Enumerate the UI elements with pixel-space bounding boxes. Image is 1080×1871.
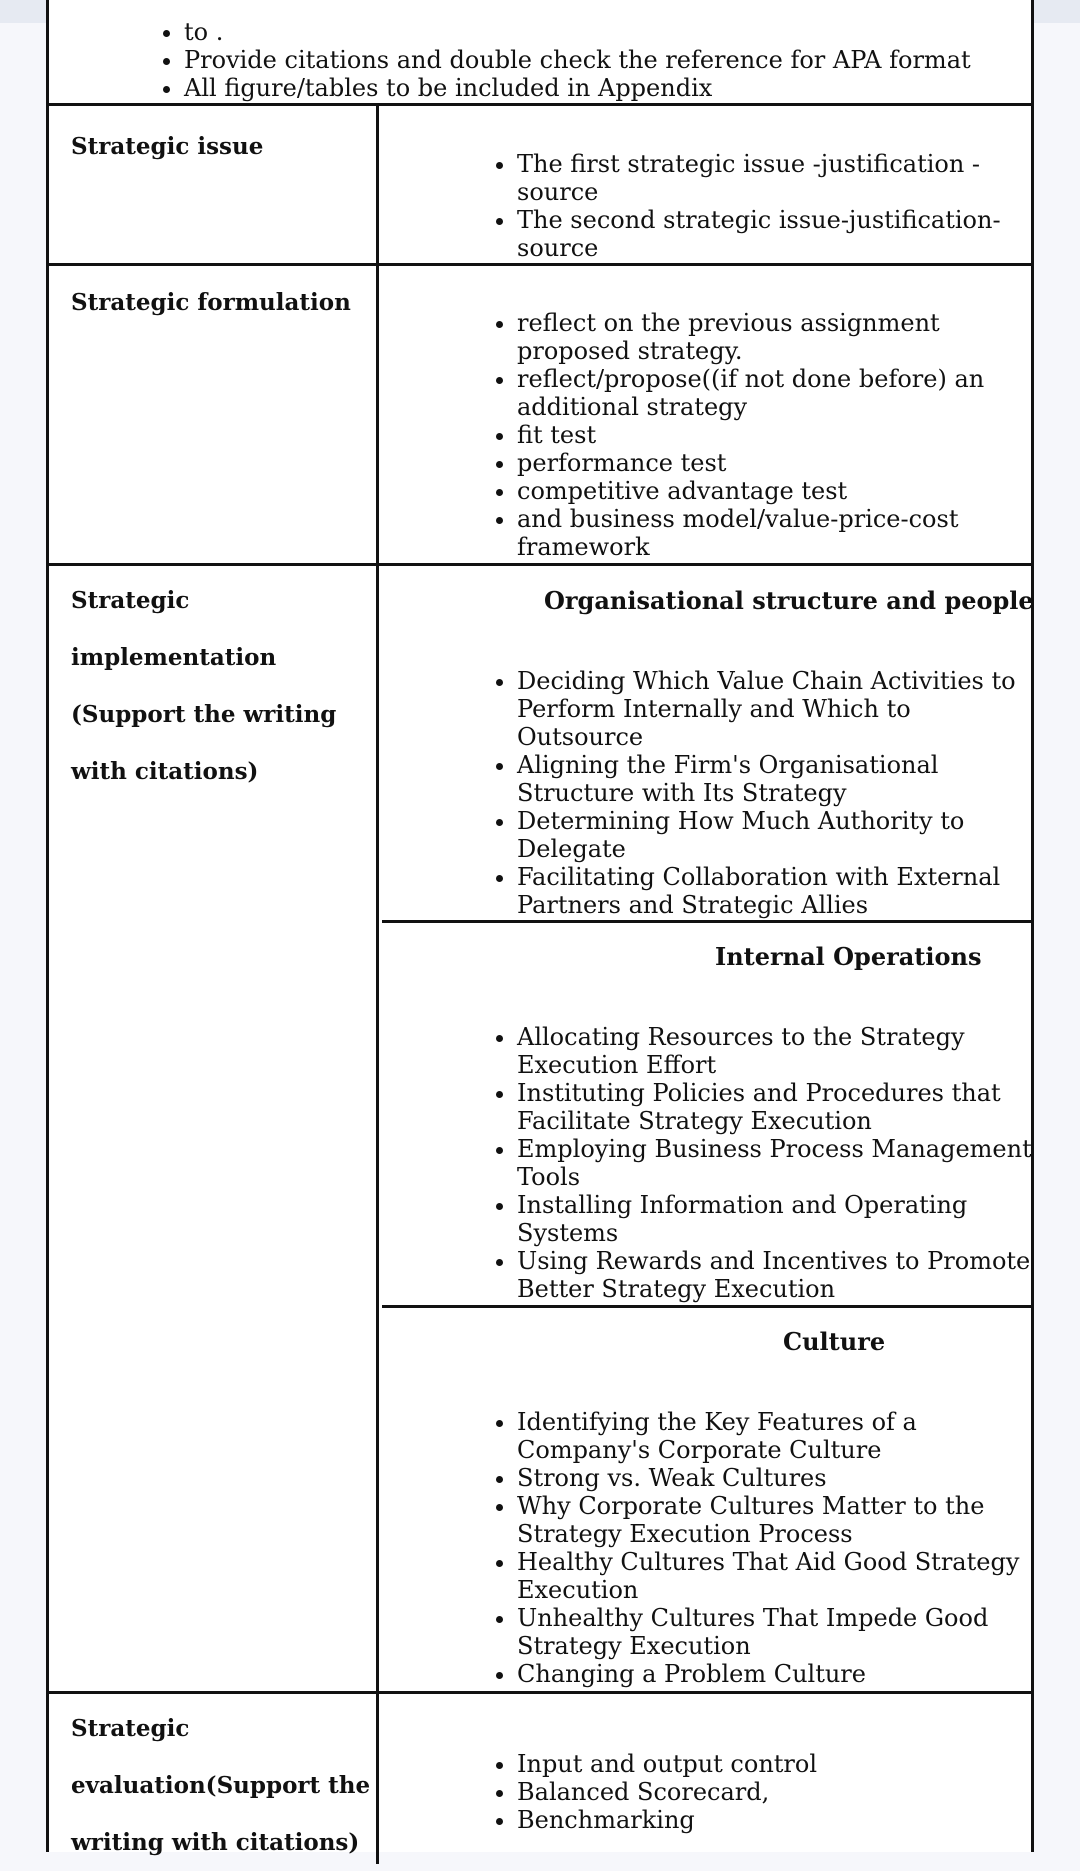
- list-item: • Benchmarking: [517, 1806, 1037, 1834]
- list-item: • Aligning the Firm's Organisational Structure with Its Strategy: [517, 751, 1037, 807]
- strategic-evaluation-label-cell: [49, 1694, 379, 1864]
- list-item: • All figure/tables to be included in Appendix: [184, 74, 1004, 102]
- strategic-formulation-list: [517, 309, 1037, 561]
- org-structure-section: [382, 566, 1034, 923]
- org-structure-list: [517, 667, 1037, 919]
- culture-heading: Culture: [783, 1327, 886, 1356]
- culture-section: [382, 1308, 1031, 1691]
- internal-operations-section: [382, 923, 1031, 1308]
- org-structure-heading: Organisational structure and people: [544, 586, 1034, 615]
- list-item: • Using Rewards and Incentives to Promote Better Strategy Execution: [517, 1247, 1037, 1303]
- strategic-evaluation-label: [71, 1700, 371, 1871]
- list-item: • fit test: [517, 421, 1037, 449]
- strategic-issue-label-cell: [49, 106, 379, 263]
- intro-list: [184, 18, 1004, 102]
- strategic-issue-label: Strategic issue: [71, 133, 264, 160]
- list-item: • Healthy Cultures That Aid Good Strategy Execution: [517, 1548, 1037, 1604]
- label-line: with citations): [71, 758, 259, 785]
- label-line: evaluation(Support the: [71, 1772, 371, 1799]
- list-item: • Determining How Much Authority to Delegate: [517, 807, 1037, 863]
- label-line: (Support the writing: [71, 701, 337, 728]
- list-item: • Identifying the Key Features of a Company's Corporate Culture: [517, 1408, 1037, 1464]
- internal-operations-list: [517, 1023, 1037, 1303]
- culture-list: [517, 1408, 1037, 1688]
- list-item: • Unhealthy Cultures That Impede Good Strategy Execution: [517, 1604, 1037, 1660]
- label-line: Strategic: [71, 587, 190, 614]
- internal-operations-heading: Internal Operations: [715, 942, 982, 971]
- list-item: • reflect on the previous assignment proposed strategy.: [517, 309, 1037, 365]
- label-line: implementation: [71, 644, 277, 671]
- document-table: [46, 0, 1034, 1856]
- strategic-evaluation-row: [49, 1694, 1031, 1864]
- strategic-evaluation-list: [517, 1750, 1037, 1834]
- list-item: • Installing Information and Operating Systems: [517, 1191, 1037, 1247]
- list-item: • performance test: [517, 449, 1037, 477]
- label-line: writing with citations): [71, 1829, 360, 1856]
- list-item: • Deciding Which Value Chain Activities to Perform Internally and Which to Outsource: [517, 667, 1037, 751]
- strategic-implementation-label-cell: [49, 566, 379, 1691]
- list-item: • The second strategic issue-justification-source: [517, 206, 1037, 262]
- strategic-formulation-label-cell: [49, 266, 379, 563]
- list-item: • competitive advantage test: [517, 477, 1037, 505]
- strategic-issue-list: [517, 150, 1037, 262]
- list-item: • Changing a Problem Culture: [517, 1660, 1037, 1688]
- strategic-implementation-label: [71, 572, 371, 800]
- list-item: • reflect/propose((if not done before) an additional strategy: [517, 365, 1037, 421]
- strategic-issue-row: [49, 106, 1031, 266]
- strategic-formulation-row: [49, 266, 1031, 566]
- list-item: • and business model/value-price-cost framework: [517, 505, 1037, 561]
- list-item: • The first strategic issue -justification - source: [517, 150, 1037, 206]
- list-item: • Input and output control: [517, 1750, 1037, 1778]
- intro-row: [49, 0, 1031, 106]
- list-item: • Allocating Resources to the Strategy Execution Effort: [517, 1023, 1037, 1079]
- list-item: • Strong vs. Weak Cultures: [517, 1464, 1037, 1492]
- list-item: • to .: [184, 18, 1004, 46]
- list-item: • Facilitating Collaboration with External Partners and Strategic Allies: [517, 863, 1037, 919]
- label-line: Strategic: [71, 1715, 190, 1742]
- list-item: • Provide citations and double check the reference for APA format: [184, 46, 1004, 74]
- list-item: • Instituting Policies and Procedures that Facilitate Strategy Execution: [517, 1079, 1037, 1135]
- list-item: • Why Corporate Cultures Matter to the Strategy Execution Process: [517, 1492, 1037, 1548]
- strategic-implementation-row: [49, 566, 1034, 1694]
- list-item: • Employing Business Process Management Tools: [517, 1135, 1037, 1191]
- strategic-formulation-label: Strategic formulation: [71, 289, 351, 316]
- list-item: • Balanced Scorecard,: [517, 1778, 1037, 1806]
